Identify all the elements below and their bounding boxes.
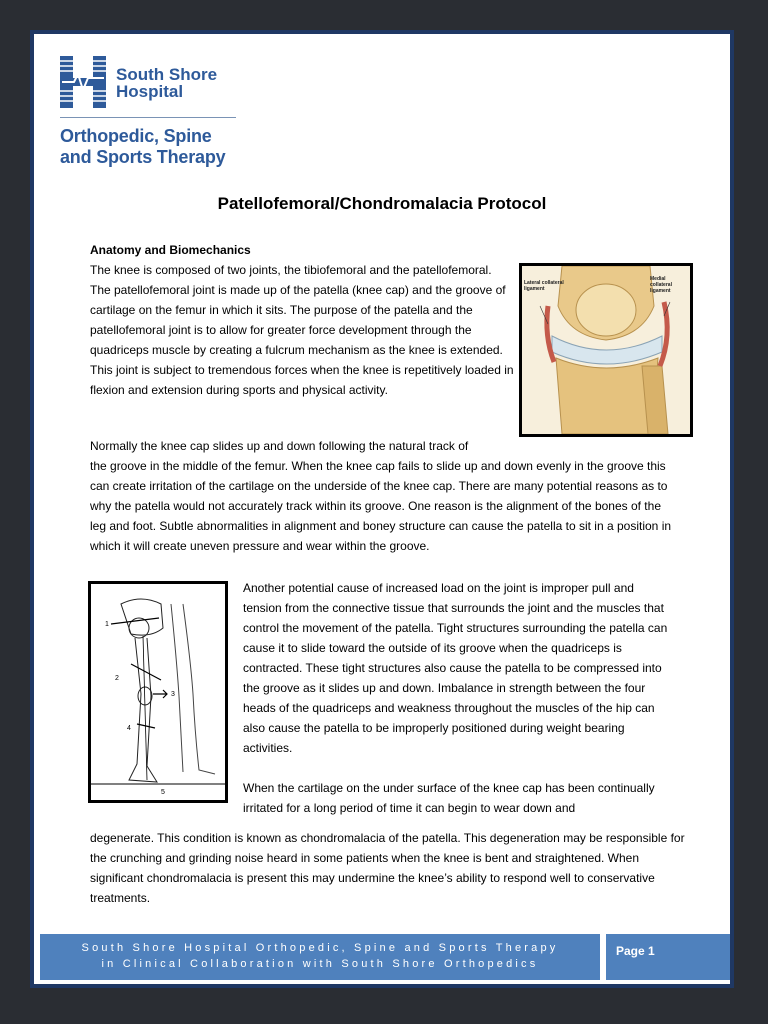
leg-number-2: 2 <box>115 675 119 682</box>
paragraph-4: degenerate. This condition is known as chondromalacia of the patella. This degeneration may be responsible for the crunching and grinding noise heard in some patients when the knee is bent and straightened. When significant chondromalacia is present this may undermine the knee’s ability to respond well to conservative treatments. <box>90 831 685 905</box>
footer-line1: South Shore Hospital Orthopedic, Spine and Sports Therapy <box>81 942 559 954</box>
department-line2: and Sports Therapy <box>60 147 226 167</box>
department-line1: Orthopedic, Spine <box>60 126 212 146</box>
logo-divider <box>60 117 236 118</box>
hospital-name <box>116 66 217 100</box>
medial-ligament-label: Medial collateral ligament <box>650 276 672 294</box>
paragraph-2: the groove in the middle of the femur. When the knee cap fails to slide up and down evenly in the groove this can create irritation of the cartilage on the underside of the knee cap. There are many potential reasons as to why the patella would not accurately track within its groove. One reason is the alignment of the bones of the leg and foot. Subtle abnormalities in alignment and boney structure can cause the patella to sit in a position in which it will create uneven pressure and wear within the groove. <box>90 459 672 553</box>
paragraph-2-first-line: Normally the knee cap slides up and down following the natural track of <box>90 439 469 453</box>
footer-band <box>40 934 600 980</box>
lateral-ligament-label: Lateral collateral ligament <box>524 280 564 292</box>
document-page <box>30 30 734 988</box>
paragraph-3: Another potential cause of increased load on the joint is improper pull and tension from the connective tissue that surrounds the joint and the muscles that control the movement of the patella. Tight structures surrounding the patella can cause it to slide toward the outside of its groove when the quadriceps is contracted. These tight structures also cause the patella to be compressed into the groove as it slides up and down. Imbalance in strength between the four heads of the quadriceps and weakness throughout the muscles of the hip can also cause the patella to be improperly positioned during weight bearing activities. <box>243 581 668 755</box>
leg-alignment-illustration <box>91 584 225 800</box>
section-heading: Anatomy and Biomechanics <box>90 243 251 257</box>
leg-number-1: 1 <box>105 621 109 628</box>
leg-alignment-figure <box>88 581 228 803</box>
department-name <box>60 126 225 168</box>
hospital-h-logo-icon <box>60 56 106 108</box>
leg-number-5: 5 <box>161 789 165 796</box>
paragraph-1: The knee is composed of two joints, the tibiofemoral and the patellofemoral. The patellofemoral joint is made up of the patella (knee cap) and the groove of cartilage on the femur in which it sits. The purpose of the patella and the patellofemoral joint is to allow for greater force development through the quadriceps muscle by creating a fulcrum mechanism as the knee is extended. This joint is subject to tremendous forces when the knee is repetitively loaded in flexion and extension during sports and physical activity. <box>90 263 514 397</box>
footer-line2: in Clinical Collaboration with South Shore Orthopedics <box>101 958 539 970</box>
document-title: Patellofemoral/Chondromalacia Protocol <box>217 194 547 213</box>
knee-anatomy-figure <box>519 263 693 437</box>
leg-number-3: 3 <box>171 691 175 698</box>
hospital-name-line2: Hospital <box>116 82 184 101</box>
page-footer <box>40 934 730 980</box>
hospital-name-line1: South Shore <box>116 65 218 84</box>
leg-number-4: 4 <box>127 725 131 732</box>
page-number: Page 1 <box>606 934 730 980</box>
paragraph-4-first-lines: When the cartilage on the under surface of the knee cap has been continually irritated for a long period of time it can begin to wear down and <box>243 781 655 815</box>
knee-anatomy-illustration <box>522 266 690 434</box>
